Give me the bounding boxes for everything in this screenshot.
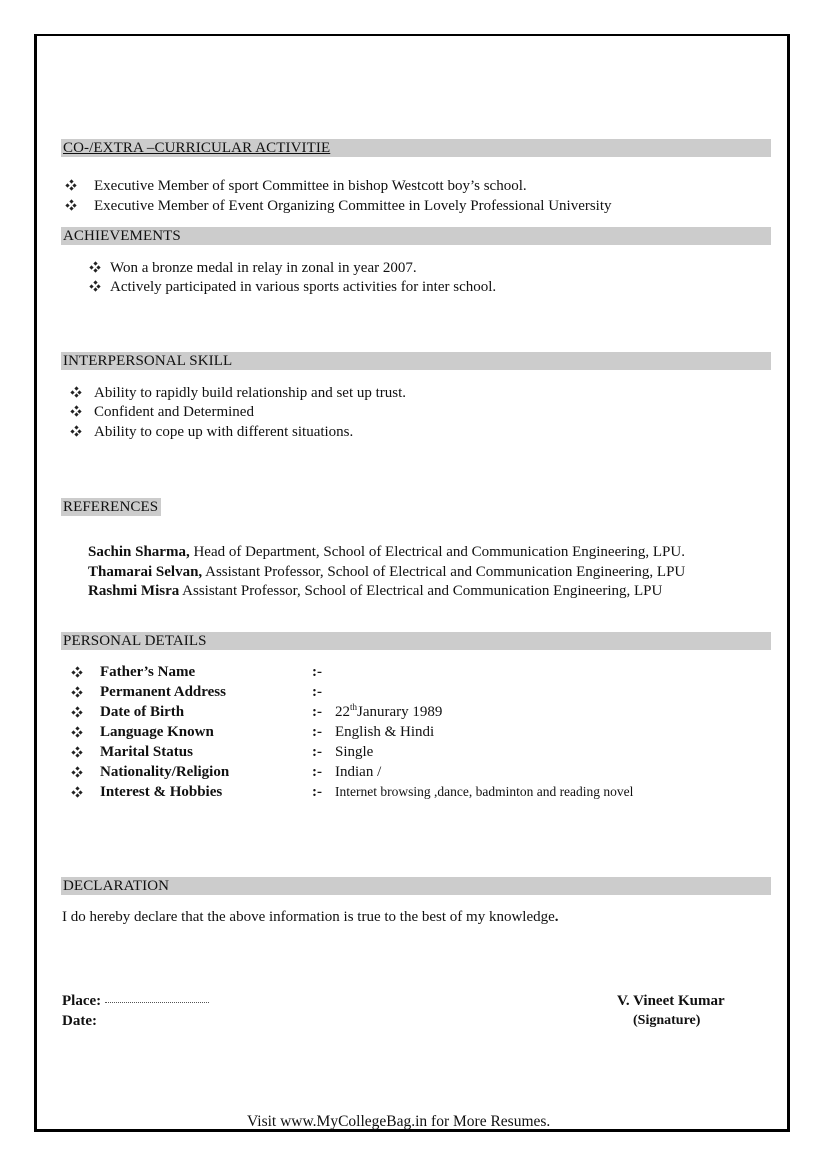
reference-name: Sachin Sharma, (88, 544, 190, 560)
section-header-declaration (61, 877, 771, 895)
detail-separator: :- (312, 764, 322, 780)
detail-label: Permanent Address (100, 684, 226, 700)
diamond-bullet-icon (72, 727, 82, 737)
detail-value: English & Hindi (335, 724, 435, 740)
declaration-text: I do hereby declare that the above information is true to the best of my knowledge. (62, 909, 559, 925)
signature-label: (Signature) (633, 1013, 701, 1028)
detail-separator: :- (312, 784, 322, 800)
diamond-bullet-icon (72, 787, 82, 797)
section-title: PERSONAL DETAILS (63, 633, 207, 649)
section-title: ACHIEVEMENTS (63, 228, 181, 244)
list-item: Executive Member of Event Organizing Committee in Lovely Professional University (66, 196, 612, 216)
detail-value: Single (335, 744, 374, 760)
section-header-achievements (61, 227, 771, 245)
detail-value: 22thJanurary 1989 (335, 702, 443, 720)
section-header-extracurricular (61, 139, 771, 157)
detail-label: Father’s Name (100, 664, 196, 680)
detail-separator: :- (312, 664, 322, 680)
detail-separator: :- (312, 724, 322, 740)
detail-label: Language Known (100, 724, 214, 740)
list-item: Confident and Determined (71, 402, 254, 422)
reference-item (88, 562, 685, 582)
section-title: DECLARATION (63, 878, 170, 894)
detail-label: Date of Birth (100, 704, 185, 720)
section-title: INTERPERSONAL SKILL (63, 353, 233, 369)
diamond-bullet-icon (72, 747, 82, 757)
section-title: REFERENCES (63, 499, 159, 515)
diamond-bullet-icon (66, 180, 76, 190)
place-field (62, 991, 209, 1011)
section-header-references (61, 498, 161, 516)
section-title: CO-/EXTRA –CURRICULAR ACTIVITIE (63, 140, 331, 156)
diamond-bullet-icon (71, 387, 81, 397)
detail-label: Marital Status (100, 744, 193, 760)
signer-name: V. Vineet Kumar (617, 993, 725, 1009)
diamond-bullet-icon (90, 281, 100, 291)
date-label: Date: (62, 1013, 97, 1029)
list-item: Executive Member of sport Committee in bishop Westcott boy’s school. (66, 176, 527, 196)
list-item: Ability to cope up with different situations. (71, 422, 353, 442)
detail-separator: :- (312, 704, 322, 720)
footer-link-text[interactable]: Visit www.MyCollegeBag.in for More Resumes. (247, 1113, 551, 1130)
diamond-bullet-icon (66, 200, 76, 210)
detail-label: Interest & Hobbies (100, 784, 223, 800)
reference-detail: Assistant Professor, School of Electrical and Communication Engineering, LPU (179, 583, 663, 599)
diamond-bullet-icon (90, 262, 100, 272)
list-item: Ability to rapidly build relationship and set up trust. (71, 383, 406, 403)
detail-separator: :- (312, 744, 322, 760)
detail-value: Indian / (335, 764, 382, 780)
diamond-bullet-icon (72, 767, 82, 777)
diamond-bullet-icon (72, 707, 82, 717)
detail-value: Internet browsing ,dance, badminton and reading novel (335, 784, 634, 799)
reference-detail: Assistant Professor, School of Electrical and Communication Engineering, LPU (202, 564, 686, 580)
diamond-bullet-icon (71, 426, 81, 436)
place-dotted-line (105, 1002, 209, 1003)
reference-detail: Head of Department, School of Electrical and Communication Engineering, LPU. (189, 544, 685, 560)
diamond-bullet-icon (72, 687, 82, 697)
list-item: Won a bronze medal in relay in zonal in year 2007. (90, 258, 417, 278)
section-header-personal-details (61, 632, 771, 650)
reference-item (88, 581, 662, 601)
place-label: Place: (62, 993, 102, 1009)
section-header-interpersonal (61, 352, 771, 370)
reference-name: Rashmi Misra (88, 583, 180, 599)
diamond-bullet-icon (71, 406, 81, 416)
reference-item (88, 542, 685, 562)
reference-name: Thamarai Selvan, (88, 564, 203, 580)
detail-separator: :- (312, 684, 322, 700)
diamond-bullet-icon (72, 667, 82, 677)
list-item: Actively participated in various sports activities for inter school. (90, 277, 496, 297)
detail-label: Nationality/Religion (100, 764, 230, 780)
